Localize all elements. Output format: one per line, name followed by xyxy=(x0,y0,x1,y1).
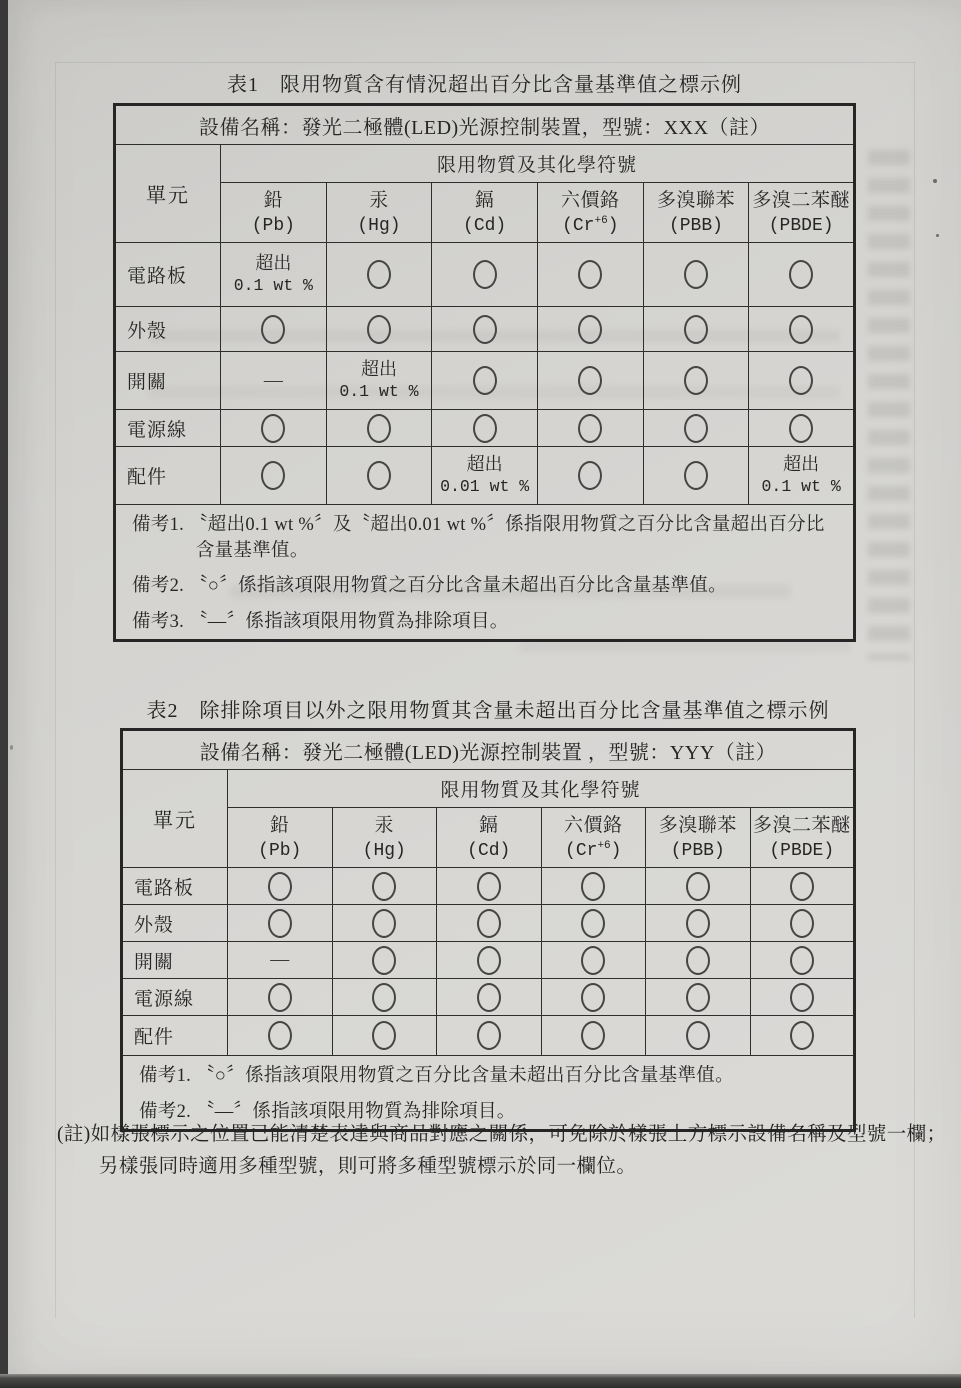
unit-name-cell: 配件 xyxy=(115,447,221,505)
chemical-symbol: $(Cr^{+6})$ xyxy=(562,214,619,236)
substance-name: 多溴二苯醚 xyxy=(752,190,850,212)
chemical-symbol: (Hg) xyxy=(357,215,401,236)
unit-name-cell: 外殼 xyxy=(122,905,228,942)
compliant-circle-mark xyxy=(477,983,501,1012)
substance-column-header xyxy=(332,808,437,868)
dust-speck xyxy=(933,179,937,183)
unit-name-cell: 配件 xyxy=(122,1016,228,1056)
compliant-circle-mark xyxy=(686,909,710,938)
substance-name: 鎘 xyxy=(478,815,499,837)
value-cell xyxy=(326,447,432,505)
unit-name-cell: 開關 xyxy=(122,942,228,979)
compliant-circle-mark xyxy=(578,366,602,395)
chemical-symbol: (PBDE) xyxy=(768,215,834,236)
compliant-circle-mark xyxy=(684,461,708,490)
unit-name-cell: 電路板 xyxy=(115,243,221,307)
table-row xyxy=(115,352,855,410)
restricted-substance-table xyxy=(120,728,856,1132)
compliant-circle-mark xyxy=(261,414,285,443)
compliant-circle-mark xyxy=(473,260,497,289)
value-cell xyxy=(432,307,538,352)
compliant-circle-mark xyxy=(789,260,813,289)
compliant-circle-mark xyxy=(790,872,814,901)
unit-name-cell: 電源線 xyxy=(122,979,228,1016)
remark-line: 備考1. 〝超出0.1 wt %〞及〝超出0.01 wt %〞係指限用物質之百分比含量超出百分比含量基準值。 xyxy=(132,515,825,561)
value-cell xyxy=(221,410,327,447)
compliant-circle-mark xyxy=(686,872,710,901)
value-cell xyxy=(541,942,646,979)
compliant-circle-mark xyxy=(477,872,501,901)
compliant-circle-mark xyxy=(790,1021,814,1050)
chemical-symbol: (PBDE) xyxy=(769,840,835,861)
dust-speck xyxy=(936,234,939,237)
value-cell xyxy=(228,868,333,905)
chemical-symbol: (PBB) xyxy=(668,215,723,236)
substance-name: 鉛 xyxy=(269,815,290,837)
compliant-circle-mark xyxy=(473,414,497,443)
compliant-circle-mark xyxy=(686,1021,710,1050)
substance-name: 鎘 xyxy=(474,190,495,212)
value-cell xyxy=(437,1016,542,1056)
chemical-symbol: $(Cr^{+6})$ xyxy=(565,839,622,861)
compliant-circle-mark xyxy=(268,872,292,901)
value-cell xyxy=(332,905,437,942)
compliant-circle-mark xyxy=(473,315,497,344)
compliant-circle-mark xyxy=(367,260,391,289)
value-cell xyxy=(332,1016,437,1056)
dust-speck xyxy=(10,745,13,750)
table2-container xyxy=(120,728,856,1132)
chemical-symbol: (PBB) xyxy=(670,840,725,861)
excluded-dash-mark: — xyxy=(270,949,290,970)
value-cell xyxy=(537,410,643,447)
value-cell xyxy=(749,243,855,307)
table1-title: 表1 限用物質含有情況超出百分比含量基準值之標示例 xyxy=(227,74,742,96)
substances-group-header: 限用物質及其化學符號 xyxy=(221,145,855,183)
compliant-circle-mark xyxy=(372,909,396,938)
value-cell xyxy=(750,868,855,905)
table1-container xyxy=(113,103,856,642)
value-cell xyxy=(537,447,643,505)
unit-column-header: 單元 xyxy=(122,770,228,868)
substance-column-header xyxy=(643,183,749,243)
compliant-circle-mark xyxy=(684,366,708,395)
value-cell xyxy=(749,352,855,410)
compliant-circle-mark xyxy=(477,946,501,975)
compliant-circle-mark xyxy=(268,983,292,1012)
device-name-row: 設備名稱：發光二極體(LED)光源控制裝置 ，型號：YYY（註） xyxy=(122,730,855,770)
value-cell xyxy=(432,352,538,410)
substance-name: 汞 xyxy=(369,190,389,212)
compliant-circle-mark xyxy=(789,366,813,395)
compliant-circle-mark xyxy=(367,414,391,443)
chemical-symbol: (Pb) xyxy=(258,840,302,861)
compliant-circle-mark xyxy=(372,946,396,975)
substance-column-header xyxy=(537,183,643,243)
compliant-circle-mark xyxy=(790,983,814,1012)
chemical-symbol: (Cd) xyxy=(463,215,507,236)
substance-name: 多溴二苯醚 xyxy=(752,815,851,837)
value-cell xyxy=(541,1016,646,1056)
substance-name: 六價鉻 xyxy=(561,190,620,212)
compliant-circle-mark xyxy=(790,909,814,938)
value-cell xyxy=(221,243,327,307)
table-row xyxy=(122,942,855,979)
compliant-circle-mark xyxy=(477,1021,501,1050)
compliant-circle-mark xyxy=(684,260,708,289)
table-row xyxy=(122,1016,855,1056)
substance-name: 多溴聯苯 xyxy=(658,815,737,837)
value-cell xyxy=(646,868,751,905)
value-cell xyxy=(749,447,855,505)
chemical-symbol: (Pb) xyxy=(251,215,295,236)
unit-name-cell: 開關 xyxy=(115,352,221,410)
compliant-circle-mark xyxy=(578,260,602,289)
table-row xyxy=(122,979,855,1016)
compliant-circle-mark xyxy=(581,1021,605,1050)
substance-name: 六價鉻 xyxy=(563,815,623,837)
unit-name-cell: 電路板 xyxy=(122,868,228,905)
chemical-symbol: (Cd) xyxy=(467,840,511,861)
value-cell xyxy=(643,410,749,447)
exceed-value: 超出 0.1 wt % xyxy=(339,359,419,401)
substance-column-header xyxy=(326,183,432,243)
value-cell xyxy=(221,307,327,352)
value-cell xyxy=(332,868,437,905)
substance-name: 多溴聯苯 xyxy=(656,190,735,212)
compliant-circle-mark xyxy=(473,366,497,395)
compliant-circle-mark xyxy=(789,414,813,443)
compliant-circle-mark xyxy=(372,872,396,901)
compliant-circle-mark xyxy=(578,414,602,443)
table-row xyxy=(122,868,855,905)
unit-name-cell: 外殼 xyxy=(115,307,221,352)
substance-name: 鉛 xyxy=(263,190,284,212)
value-cell xyxy=(228,905,333,942)
substance-column-header xyxy=(437,808,542,868)
value-cell xyxy=(537,307,643,352)
exceed-value: 超出 0.01 wt % xyxy=(440,454,530,496)
compliant-circle-mark xyxy=(686,946,710,975)
substance-column-header xyxy=(646,808,751,868)
exceed-value: 超出 0.1 wt % xyxy=(761,454,841,496)
compliant-circle-mark xyxy=(581,909,605,938)
compliant-circle-mark xyxy=(578,315,602,344)
compliant-circle-mark xyxy=(477,909,501,938)
substance-column-header xyxy=(432,183,538,243)
compliant-circle-mark xyxy=(367,461,391,490)
value-cell xyxy=(643,307,749,352)
value-cell xyxy=(750,979,855,1016)
excluded-dash-mark: — xyxy=(263,369,283,391)
table-row xyxy=(115,243,855,307)
value-cell xyxy=(537,243,643,307)
photo-bottom-edge xyxy=(0,1374,961,1388)
value-cell xyxy=(432,243,538,307)
value-cell xyxy=(750,942,855,979)
compliant-circle-mark xyxy=(581,872,605,901)
substance-column-header xyxy=(541,808,646,868)
value-cell xyxy=(221,352,327,410)
substance-column-header xyxy=(749,183,855,243)
exceed-value: 超出 0.1 wt % xyxy=(233,253,313,295)
value-cell xyxy=(646,979,751,1016)
value-cell xyxy=(228,979,333,1016)
remark-line: 備考2. 〝○〞係指該項限用物質之百分比含量未超出百分比含量基準值。 xyxy=(132,576,727,597)
compliant-circle-mark xyxy=(268,909,292,938)
restricted-substance-table xyxy=(113,103,856,642)
compliant-circle-mark xyxy=(684,315,708,344)
value-cell xyxy=(432,447,538,505)
value-cell xyxy=(749,307,855,352)
compliant-circle-mark xyxy=(581,983,605,1012)
value-cell xyxy=(646,905,751,942)
compliant-circle-mark xyxy=(578,461,602,490)
value-cell xyxy=(228,942,333,979)
substance-column-header xyxy=(750,808,855,868)
value-cell xyxy=(750,1016,855,1056)
table-row xyxy=(115,307,855,352)
table2-title: 表2 除排除項目以外之限用物質其含量未超出百分比含量基準值之標示例 xyxy=(146,700,830,722)
value-cell xyxy=(437,979,542,1016)
value-cell xyxy=(646,1016,751,1056)
remarks-block xyxy=(115,505,855,641)
value-cell xyxy=(541,868,646,905)
compliant-circle-mark xyxy=(684,414,708,443)
value-cell xyxy=(326,307,432,352)
compliant-circle-mark xyxy=(372,983,396,1012)
compliant-circle-mark xyxy=(372,1021,396,1050)
value-cell xyxy=(326,410,432,447)
unit-name-cell: 電源線 xyxy=(115,410,221,447)
compliant-circle-mark xyxy=(268,1021,292,1050)
remark-line: 備考2. 〝—〞係指該項限用物質為排除項目。 xyxy=(139,1101,516,1122)
value-cell xyxy=(437,905,542,942)
device-name-row: 設備名稱：發光二極體(LED)光源控制裝置，型號：XXX（註） xyxy=(115,105,855,145)
value-cell xyxy=(750,905,855,942)
chemical-symbol: (Hg) xyxy=(362,840,406,861)
value-cell xyxy=(643,352,749,410)
value-cell xyxy=(643,447,749,505)
compliant-circle-mark xyxy=(261,461,285,490)
compliant-circle-mark xyxy=(261,315,285,344)
table-row xyxy=(115,447,855,505)
substance-column-header xyxy=(228,808,333,868)
substance-column-header xyxy=(221,183,327,243)
footnote-text: (註)如樣張標示之位置已能清楚表達與商品對應之關係，可免除於樣張上方標示設備名稱及型號一欄；另樣張同時適用多種型號，則可將多種型號標示於同一欄位。 xyxy=(57,1124,947,1177)
value-cell xyxy=(228,1016,333,1056)
compliant-circle-mark xyxy=(789,315,813,344)
compliant-circle-mark xyxy=(367,315,391,344)
remark-line: 備考3. 〝—〞係指該項限用物質為排除項目。 xyxy=(132,611,509,632)
compliant-circle-mark xyxy=(581,946,605,975)
value-cell xyxy=(537,352,643,410)
substances-group-header: 限用物質及其化學符號 xyxy=(228,770,855,808)
remark-line: 備考1. 〝○〞係指該項限用物質之百分比含量未超出百分比含量基準值。 xyxy=(139,1066,734,1086)
value-cell xyxy=(326,352,432,410)
table-row xyxy=(115,410,855,447)
compliant-circle-mark xyxy=(790,946,814,975)
substance-name: 汞 xyxy=(374,815,394,837)
value-cell xyxy=(643,243,749,307)
value-cell xyxy=(541,979,646,1016)
value-cell xyxy=(332,942,437,979)
value-cell xyxy=(332,979,437,1016)
value-cell xyxy=(326,243,432,307)
value-cell xyxy=(646,942,751,979)
value-cell xyxy=(541,905,646,942)
value-cell xyxy=(437,868,542,905)
value-cell xyxy=(437,942,542,979)
table-row xyxy=(122,905,855,942)
value-cell xyxy=(432,410,538,447)
value-cell xyxy=(221,447,327,505)
unit-column-header: 單元 xyxy=(115,145,221,243)
value-cell xyxy=(749,410,855,447)
compliant-circle-mark xyxy=(686,983,710,1012)
